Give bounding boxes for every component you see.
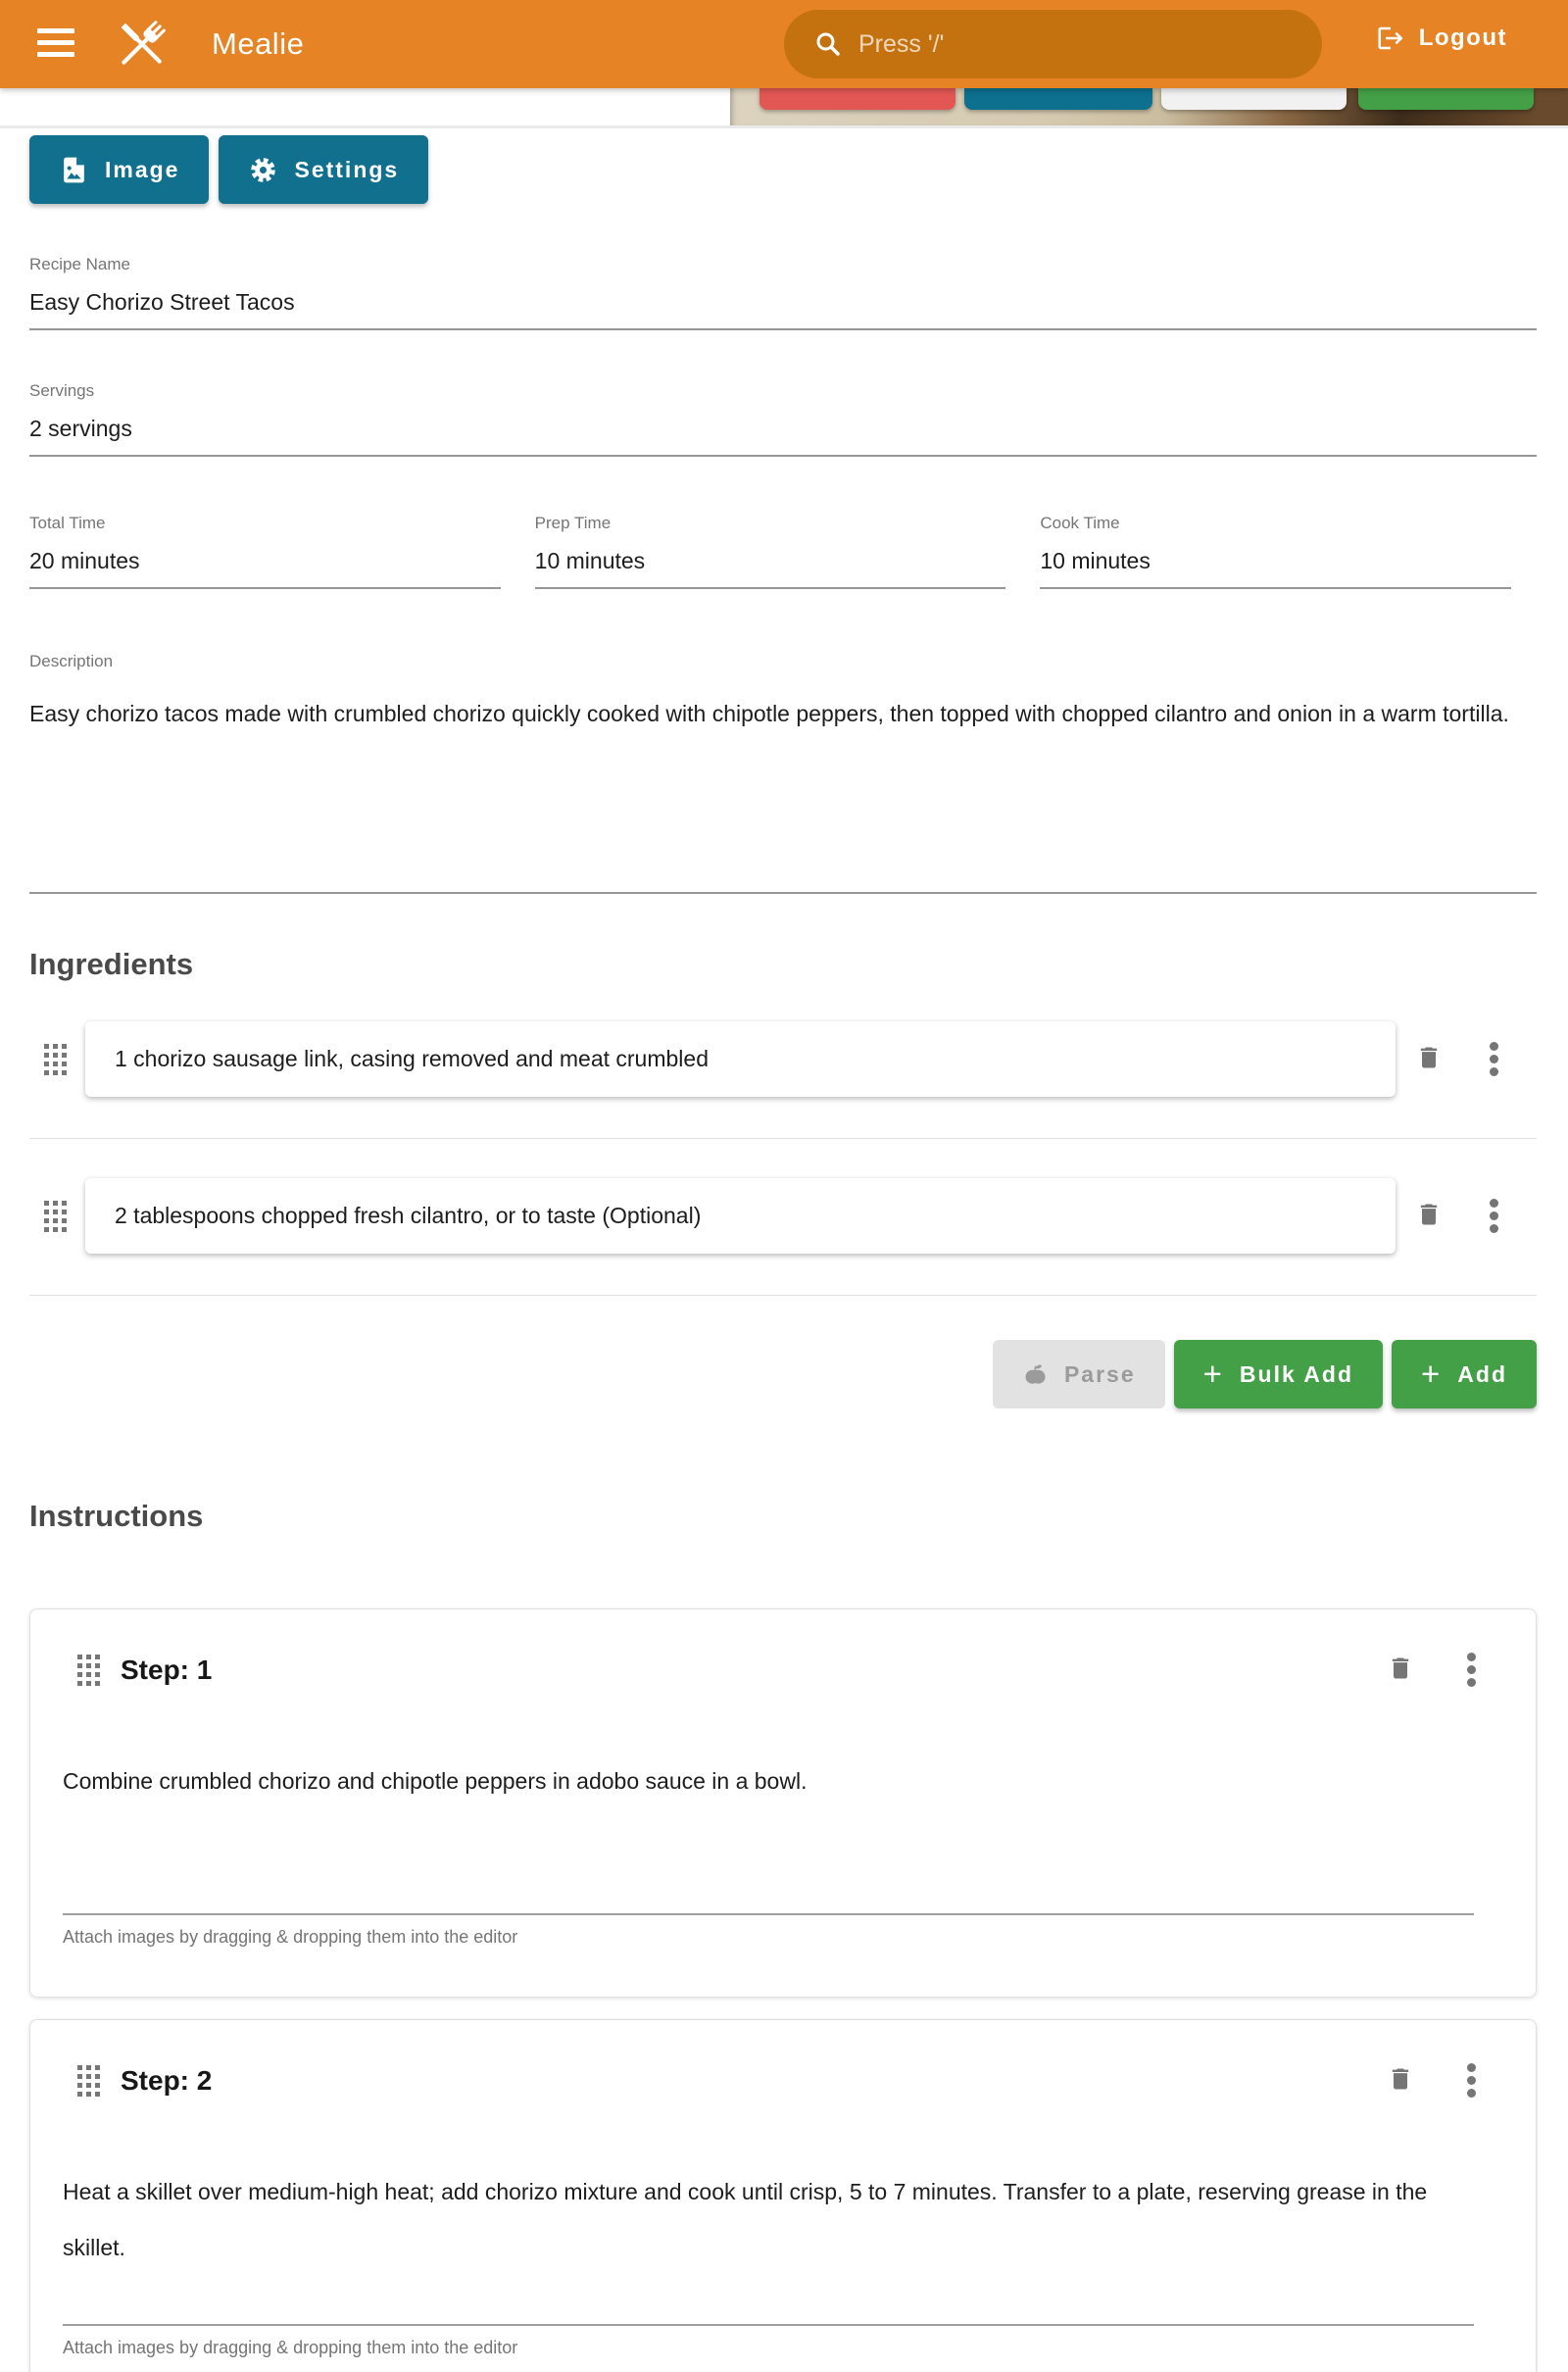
step-editor [63, 1754, 1474, 1948]
prep-time-input[interactable]: 10 minutes [535, 548, 1006, 589]
recipe-name-field [29, 255, 1537, 330]
trash-icon [1415, 1200, 1443, 1229]
step-header [77, 1647, 1482, 1693]
image-button-label: Image [105, 156, 180, 182]
search-input[interactable] [784, 10, 1322, 78]
instructions-heading: Instructions [29, 1499, 204, 1533]
bulk-add-button[interactable] [1174, 1340, 1383, 1408]
cut-action-button-white[interactable] [1161, 88, 1347, 110]
settings-button[interactable] [219, 135, 428, 204]
plus-icon: + [1202, 1355, 1224, 1392]
app-bar [0, 0, 1568, 88]
editor-divider [63, 2324, 1474, 2326]
cook-time-field [1040, 514, 1511, 589]
step-title: Step: 2 [121, 2064, 213, 2096]
description-field [29, 652, 1537, 894]
times-row [29, 514, 1537, 589]
recipe-name-input[interactable]: Easy Chorizo Street Tacos [29, 289, 1537, 330]
cut-action-button-teal[interactable] [964, 88, 1152, 110]
step-title: Step: 1 [121, 1654, 213, 1685]
plus-icon: + [1421, 1355, 1443, 1392]
bulk-add-button-label: Bulk Add [1239, 1360, 1353, 1387]
trash-icon [1415, 1043, 1443, 1072]
prep-time-label: Prep Time [534, 514, 612, 532]
search-placeholder: Press '/' [858, 29, 945, 58]
ingredient-menu-button[interactable] [1484, 1193, 1504, 1239]
gear-icon [248, 155, 278, 185]
ingredients-heading: Ingredients [29, 947, 194, 981]
step-editor [63, 2164, 1474, 2358]
trash-icon [1387, 2064, 1414, 2094]
delete-ingredient-button[interactable] [1409, 1037, 1448, 1081]
attach-images-hint: Attach images by dragging & dropping them into the editor [63, 1927, 518, 1947]
cook-time-label: Cook Time [1040, 514, 1120, 532]
delete-step-button[interactable] [1381, 1648, 1420, 1692]
servings-field [29, 381, 1537, 457]
step-menu-button[interactable] [1461, 2057, 1482, 2103]
menu-icon[interactable] [37, 28, 74, 60]
ingredient-input[interactable]: 1 chorizo sausage link, casing removed and meat crumbled [85, 1021, 1396, 1097]
total-time-input[interactable]: 20 minutes [29, 548, 501, 589]
step-header [77, 2057, 1482, 2103]
drag-handle-icon[interactable] [44, 1044, 67, 1075]
apple-icon [1022, 1361, 1049, 1388]
parse-button[interactable] [993, 1340, 1165, 1408]
app-title: Mealie [212, 26, 305, 61]
trash-icon [1387, 1654, 1414, 1683]
mealie-logo-icon [112, 14, 172, 74]
drag-handle-icon[interactable] [44, 1201, 67, 1232]
drag-handle-icon[interactable] [77, 2065, 100, 2097]
servings-label: Servings [29, 381, 95, 400]
ingredient-input[interactable]: 2 tablespoons chopped fresh cilantro, or to taste (Optional) [85, 1178, 1396, 1254]
drag-handle-icon[interactable] [77, 1655, 100, 1686]
kebab-icon [1467, 1653, 1476, 1661]
recipe-editor [0, 135, 1568, 2372]
logout-icon [1376, 24, 1405, 53]
instruction-step-card [29, 1608, 1537, 1998]
ingredient-row [29, 1139, 1537, 1296]
recipe-name-label: Recipe Name [29, 255, 130, 273]
search-icon [813, 29, 843, 59]
cut-action-button-green[interactable] [1358, 88, 1534, 110]
attach-images-hint: Attach images by dragging & dropping them into the editor [63, 2338, 518, 2357]
kebab-icon [1490, 1199, 1498, 1208]
step-text-input[interactable]: Combine crumbled chorizo and chipotle peppers in adobo sauce in a bowl. [63, 1768, 808, 1794]
description-input[interactable]: Easy chorizo tacos made with crumbled chorizo quickly cooked with chipotle peppers, then topped with chopped cilantro and onion in a warm tortilla. [29, 686, 1537, 894]
step-text-input[interactable]: Heat a skillet over medium-high heat; add chorizo mixture and cook until crisp, 5 to 7 minutes. Transfer to a plate, reserving grease in the skillet. [63, 2179, 1428, 2260]
delete-ingredient-button[interactable] [1409, 1194, 1448, 1238]
ingredient-row [29, 982, 1537, 1139]
cut-action-button-red[interactable] [760, 88, 956, 110]
recipe-hero-strip [0, 88, 1568, 128]
instruction-step-card [29, 2019, 1537, 2372]
parse-button-label: Parse [1063, 1360, 1136, 1387]
total-time-label: Total Time [29, 514, 106, 532]
total-time-field [29, 514, 501, 589]
kebab-icon [1490, 1042, 1498, 1051]
ingredient-actions [29, 1340, 1537, 1408]
servings-input[interactable]: 2 servings [29, 416, 1537, 457]
kebab-icon [1467, 2063, 1476, 2072]
add-button-label: Add [1457, 1360, 1507, 1387]
description-label: Description [29, 652, 114, 670]
editor-toolbar [29, 135, 1537, 204]
editor-divider [63, 1913, 1474, 1915]
file-image-icon [59, 155, 89, 185]
prep-time-field [535, 514, 1006, 589]
step-menu-button[interactable] [1461, 1647, 1482, 1693]
image-button[interactable] [29, 135, 209, 204]
ingredient-menu-button[interactable] [1484, 1036, 1504, 1082]
settings-button-label: Settings [294, 156, 400, 182]
cook-time-input[interactable]: 10 minutes [1040, 548, 1511, 589]
add-ingredient-button[interactable] [1392, 1340, 1537, 1408]
delete-step-button[interactable] [1381, 2058, 1420, 2102]
logout-button[interactable] [1376, 24, 1507, 53]
logout-label: Logout [1418, 25, 1507, 51]
